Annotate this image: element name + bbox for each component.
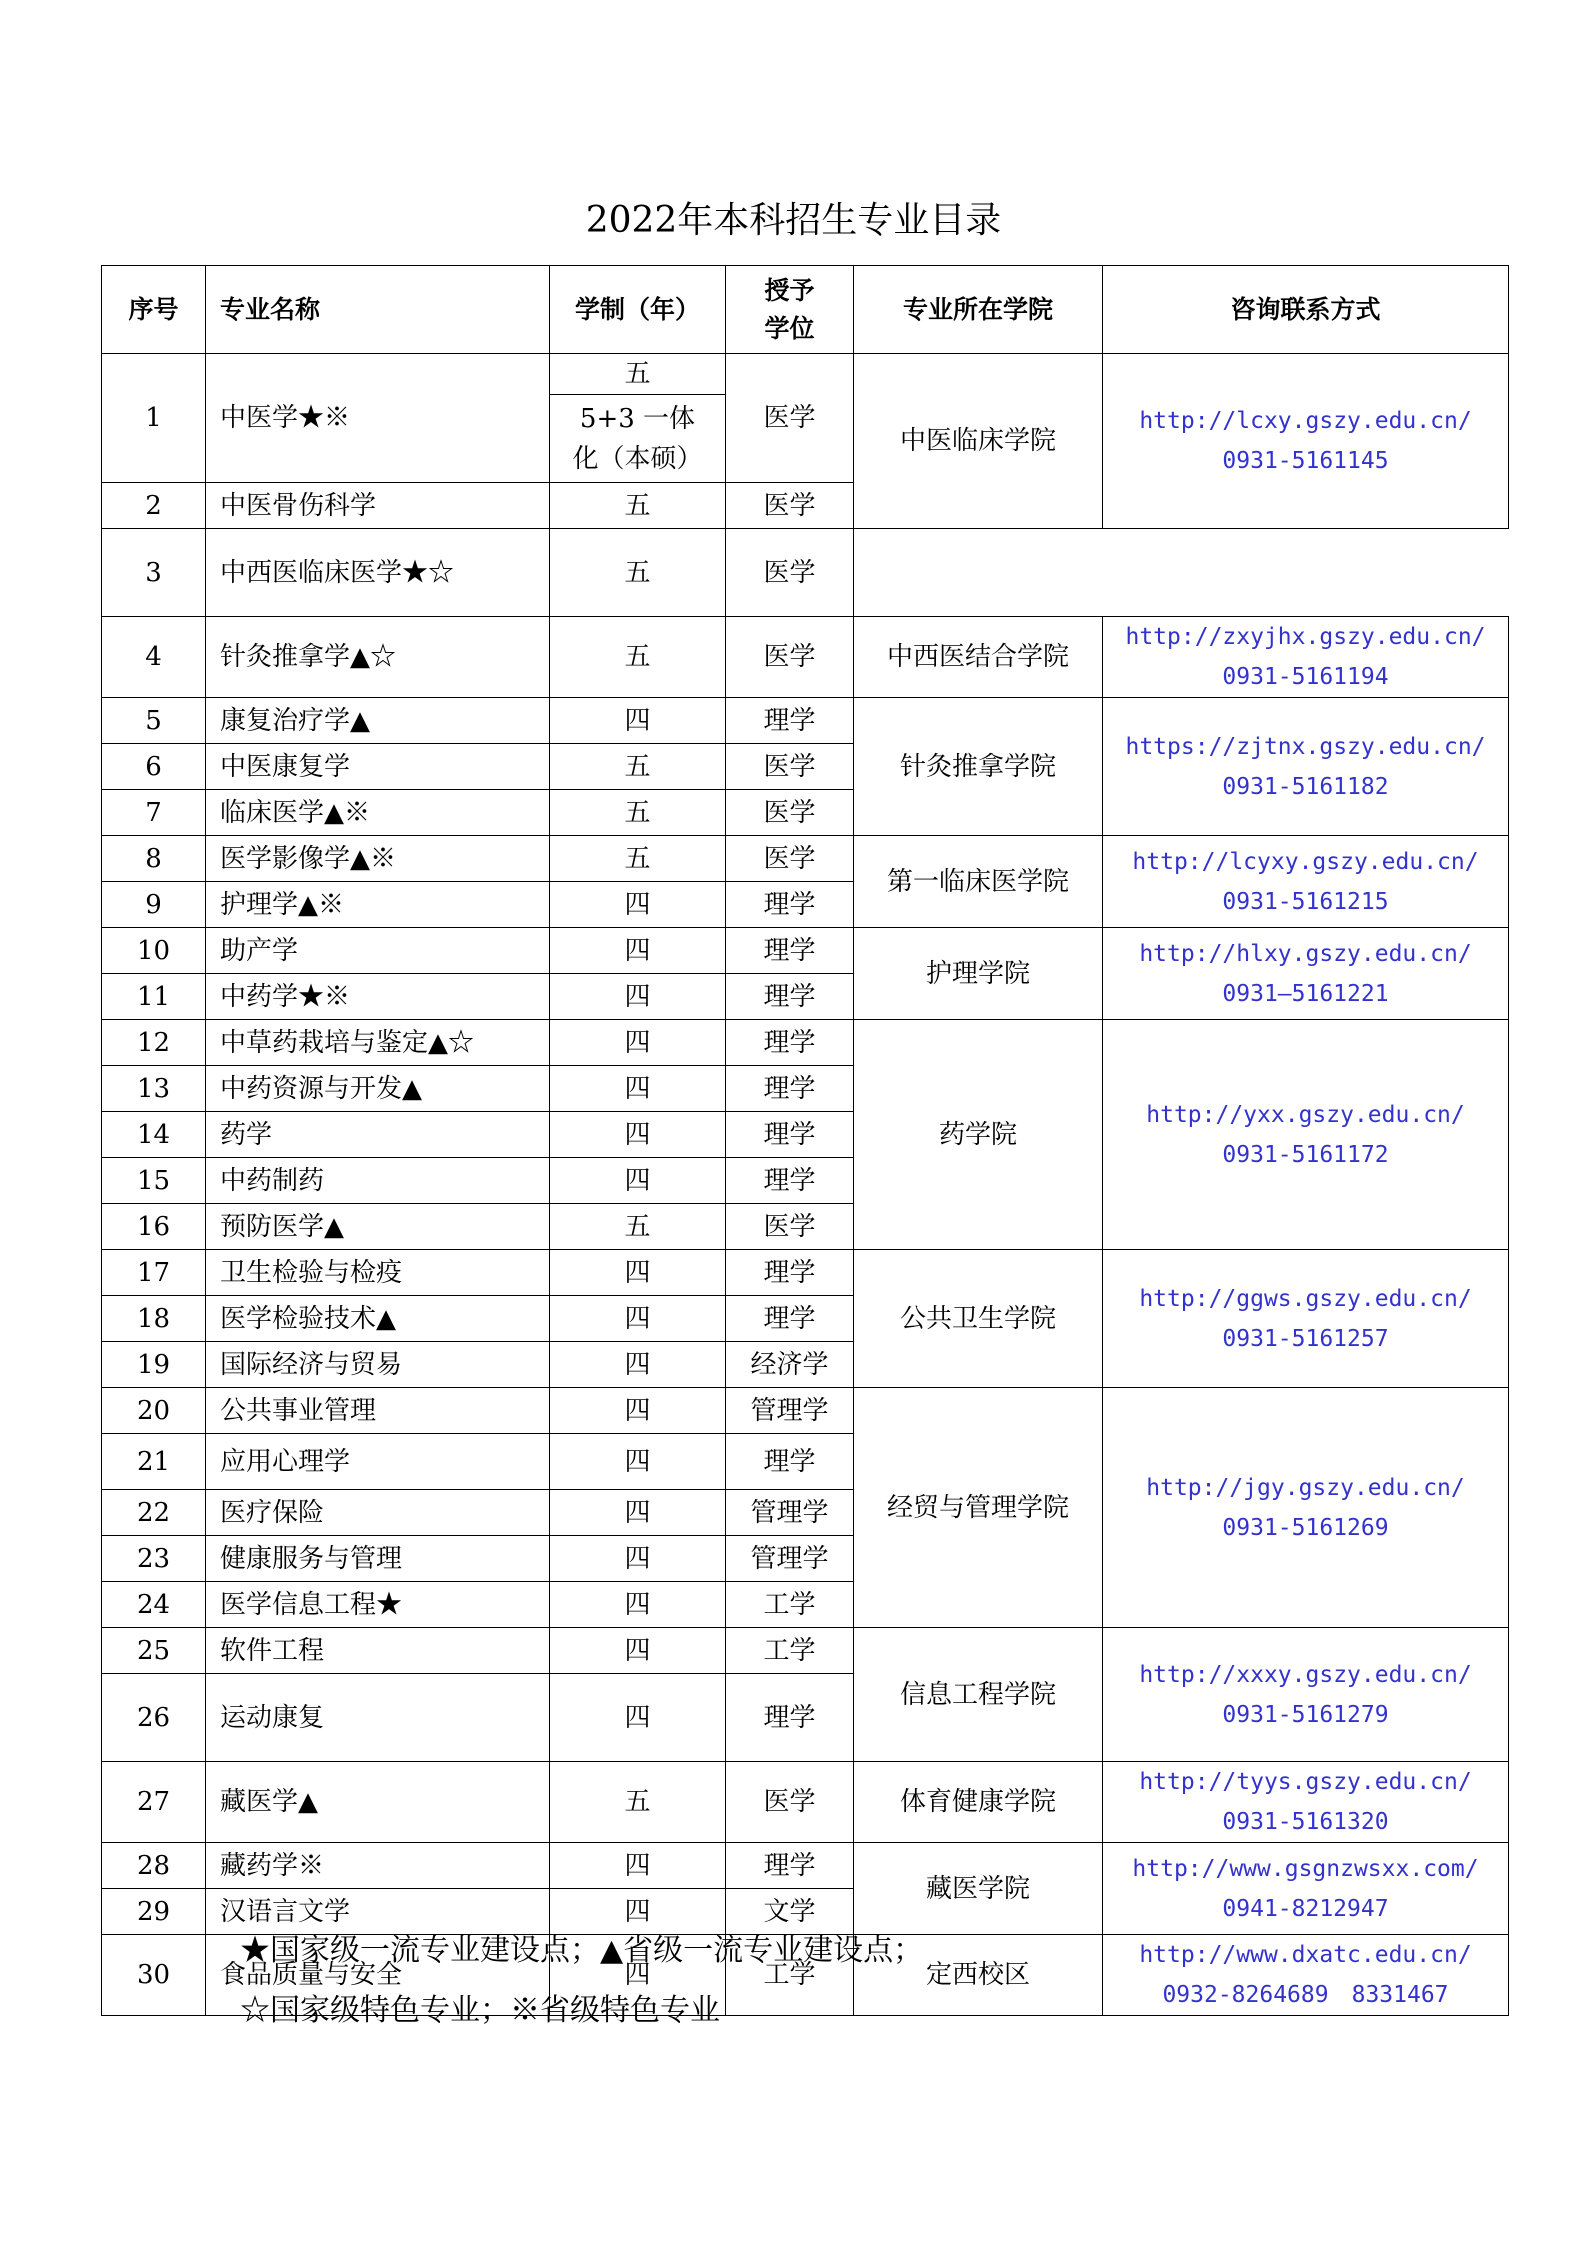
table-row (102, 1388, 1509, 1434)
row-degree: 理学 (726, 974, 854, 1020)
row-no: 27 (102, 1762, 206, 1843)
row-years: 五 (550, 617, 726, 698)
row-no: 8 (102, 836, 206, 882)
college-contact (1103, 928, 1509, 1020)
row-no: 28 (102, 1843, 206, 1889)
college-url-link[interactable]: http://www.dxatc.edu.cn/ (1139, 1942, 1472, 1968)
row-name: 藏医学▲ (206, 1762, 550, 1843)
college-name: 第一临床医学院 (854, 836, 1103, 928)
row-name: 汉语言文学 (206, 1889, 550, 1935)
header-name: 专业名称 (206, 266, 550, 354)
row-name: 针灸推拿学▲☆ (206, 617, 550, 698)
row-name: 护理学▲※ (206, 882, 550, 928)
row-years: 四 (550, 882, 726, 928)
header-contact: 咨询联系方式 (1103, 266, 1509, 354)
row-no: 30 (102, 1935, 206, 2016)
college-phone: 0931-5161279 (1222, 1701, 1389, 1728)
row-name: 药学 (206, 1112, 550, 1158)
row-name: 中医康复学 (206, 744, 550, 790)
college-name: 公共卫生学院 (854, 1250, 1103, 1388)
row-no: 3 (102, 529, 206, 617)
row-no: 7 (102, 790, 206, 836)
row-name: 中医骨伤科学 (206, 483, 550, 529)
college-phone: 0941-8212947 (1222, 1895, 1389, 1922)
college-url-link[interactable]: http://yxx.gszy.edu.cn/ (1146, 1101, 1465, 1128)
row-degree: 经济学 (726, 1342, 854, 1388)
row-name: 公共事业管理 (206, 1388, 550, 1434)
row-name: 医学信息工程★ (206, 1582, 550, 1628)
header-no: 序号 (102, 266, 206, 354)
row-no: 14 (102, 1112, 206, 1158)
row-degree: 管理学 (726, 1536, 854, 1582)
row-name: 中西医临床医学★☆ (206, 529, 550, 617)
college-url-link[interactable]: http://xxxy.gszy.edu.cn/ (1139, 1661, 1472, 1688)
row-degree: 文学 (726, 1889, 854, 1935)
header-years: 学制（年） (550, 266, 726, 354)
row-degree: 医学 (726, 744, 854, 790)
college-name: 中西医结合学院 (854, 617, 1103, 698)
row-no: 15 (102, 1158, 206, 1204)
college-name: 藏医学院 (854, 1843, 1103, 1935)
college-name: 药学院 (854, 1020, 1103, 1250)
row-degree: 医学 (726, 836, 854, 882)
table-row (102, 836, 1509, 882)
row-degree: 医学 (726, 483, 854, 529)
major-catalog-table (101, 265, 1509, 2016)
row-degree: 理学 (726, 928, 854, 974)
row-years: 五 (550, 836, 726, 882)
row-degree: 理学 (726, 1066, 854, 1112)
row-years: 四 (550, 1490, 726, 1536)
row-years: 四 (550, 974, 726, 1020)
college-contact (1103, 1843, 1509, 1935)
college-name: 体育健康学院 (854, 1762, 1103, 1843)
college-contact (1103, 1388, 1509, 1628)
row-no: 21 (102, 1434, 206, 1490)
table-row (102, 617, 1509, 698)
college-contact (1103, 617, 1509, 698)
row-years: 四 (550, 1342, 726, 1388)
row-years: 四 (550, 1158, 726, 1204)
row-no: 22 (102, 1490, 206, 1536)
college-phone: 0932-8264689 8331467 (1162, 1982, 1449, 2008)
college-phone: 0931-5161269 (1222, 1514, 1389, 1541)
table-row (102, 698, 1509, 744)
row-degree: 理学 (726, 698, 854, 744)
row-name: 软件工程 (206, 1628, 550, 1674)
college-contact (1103, 354, 1509, 529)
row-no: 20 (102, 1388, 206, 1434)
college-phone: 0931-5161172 (1222, 1141, 1389, 1168)
college-phone: 0931-5161145 (1222, 448, 1389, 474)
row-no: 12 (102, 1020, 206, 1066)
legend-note-2: ☆国家级特色专业；※省级特色专业 (240, 1993, 720, 2028)
row-years: 四 (550, 1388, 726, 1434)
college-contact (1103, 1250, 1509, 1388)
college-name: 定西校区 (854, 1935, 1103, 2016)
row-degree: 医学 (726, 1762, 854, 1843)
college-name: 针灸推拿学院 (854, 698, 1103, 836)
row-no: 29 (102, 1889, 206, 1935)
row-degree: 理学 (726, 1843, 854, 1889)
table-header-row (102, 266, 1509, 354)
row-no: 24 (102, 1582, 206, 1628)
row-degree: 理学 (726, 1674, 854, 1762)
row-no: 2 (102, 483, 206, 529)
table-row (102, 1250, 1509, 1296)
header-degree-text: 授予学位 (764, 275, 815, 343)
row-name: 国际经济与贸易 (206, 1342, 550, 1388)
row-no: 4 (102, 617, 206, 698)
row-name: 康复治疗学▲ (206, 698, 550, 744)
row-name: 运动康复 (206, 1674, 550, 1762)
row-name: 中医学★※ (206, 354, 550, 483)
row-years: 五 (550, 483, 726, 529)
row-name: 预防医学▲ (206, 1204, 550, 1250)
row-degree: 理学 (726, 1434, 854, 1490)
page-title: 2022年本科招生专业目录 (585, 200, 1002, 241)
row-name: 中药学★※ (206, 974, 550, 1020)
table-row (102, 1762, 1509, 1843)
row-degree: 理学 (726, 1112, 854, 1158)
row-no: 1 (102, 354, 206, 483)
college-contact (1103, 1762, 1509, 1843)
college-contact (1103, 1628, 1509, 1762)
college-contact (1103, 836, 1509, 928)
college-url-link[interactable]: http://ggws.gszy.edu.cn/ (1139, 1285, 1472, 1312)
row-degree: 理学 (726, 1250, 854, 1296)
row-years: 四 (550, 1066, 726, 1112)
college-name: 信息工程学院 (854, 1628, 1103, 1762)
college-name: 中医临床学院 (854, 354, 1103, 529)
college-name: 经贸与管理学院 (854, 1388, 1103, 1628)
college-contact (1103, 1935, 1509, 2016)
row-degree: 管理学 (726, 1490, 854, 1536)
row-no: 16 (102, 1204, 206, 1250)
row-years: 四 (550, 1250, 726, 1296)
college-phone: 0931-5161182 (1222, 773, 1389, 800)
college-url-link[interactable]: http://hlxy.gszy.edu.cn/ (1139, 940, 1472, 967)
row-name: 卫生检验与检疫 (206, 1250, 550, 1296)
table-row (102, 1628, 1509, 1674)
row-name: 中药制药 (206, 1158, 550, 1204)
college-phone: 0931-5161257 (1222, 1325, 1389, 1352)
row-years: 四 (550, 1843, 726, 1889)
row-name: 助产学 (206, 928, 550, 974)
college-phone: 0931—5161221 (1222, 980, 1389, 1007)
row-name: 藏药学※ (206, 1843, 550, 1889)
row-years: 五 (550, 790, 726, 836)
row-name: 临床医学▲※ (206, 790, 550, 836)
row-no: 19 (102, 1342, 206, 1388)
row-years: 五 (550, 529, 726, 617)
row-years: 四 (550, 1020, 726, 1066)
row-name: 应用心理学 (206, 1434, 550, 1490)
row-years: 五 (550, 354, 726, 395)
table-row (102, 1020, 1509, 1066)
row-degree: 工学 (726, 1582, 854, 1628)
row-name: 中药资源与开发▲ (206, 1066, 550, 1112)
row-years: 四 (550, 1889, 726, 1935)
row-name: 医学检验技术▲ (206, 1296, 550, 1342)
row-no: 10 (102, 928, 206, 974)
row-no: 18 (102, 1296, 206, 1342)
row-years: 四 (550, 928, 726, 974)
row-name: 中草药栽培与鉴定▲☆ (206, 1020, 550, 1066)
row-no: 5 (102, 698, 206, 744)
row-degree: 工学 (726, 1628, 854, 1674)
row-no: 23 (102, 1536, 206, 1582)
row-no: 17 (102, 1250, 206, 1296)
row-degree: 理学 (726, 1020, 854, 1066)
college-contact (1103, 1020, 1509, 1250)
college-url-link[interactable]: http://tyys.gszy.edu.cn/ (1139, 1769, 1472, 1795)
college-phone: 0931-5161320 (1222, 1809, 1389, 1835)
row-years: 四 (550, 698, 726, 744)
college-phone: 0931-5161194 (1222, 664, 1389, 690)
row-years: 四 (550, 1296, 726, 1342)
row-degree: 医学 (726, 529, 854, 617)
row-years: 5+3 一体化（本硕） (550, 395, 726, 483)
row-years: 五 (550, 1204, 726, 1250)
row-no: 13 (102, 1066, 206, 1112)
row-degree: 理学 (726, 1296, 854, 1342)
row-years: 四 (550, 1582, 726, 1628)
row-years: 四 (550, 1935, 726, 2016)
row-no: 26 (102, 1674, 206, 1762)
college-url-link[interactable]: http://jgy.gszy.edu.cn/ (1146, 1474, 1465, 1501)
row-name: 医学影像学▲※ (206, 836, 550, 882)
row-years: 四 (550, 1536, 726, 1582)
row-degree: 理学 (726, 1158, 854, 1204)
row-no: 11 (102, 974, 206, 1020)
row-name: 医疗保险 (206, 1490, 550, 1536)
college-url-link[interactable]: https://zjtnx.gszy.edu.cn/ (1125, 733, 1486, 760)
table-row (102, 354, 1509, 395)
row-years: 四 (550, 1112, 726, 1158)
row-name: 食品质量与安全 (206, 1935, 550, 2016)
row-years: 四 (550, 1628, 726, 1674)
row-degree: 医学 (726, 617, 854, 698)
row-no: 6 (102, 744, 206, 790)
header-degree (726, 266, 854, 354)
college-name: 护理学院 (854, 928, 1103, 1020)
row-no: 25 (102, 1628, 206, 1674)
college-url-link[interactable]: http://lcyxy.gszy.edu.cn/ (1132, 848, 1479, 875)
table-row (102, 529, 1509, 617)
row-name: 健康服务与管理 (206, 1536, 550, 1582)
row-years: 四 (550, 1674, 726, 1762)
row-years: 四 (550, 1434, 726, 1490)
row-no: 9 (102, 882, 206, 928)
row-degree: 管理学 (726, 1388, 854, 1434)
row-degree: 工学 (726, 1935, 854, 2016)
table-row (102, 1843, 1509, 1889)
college-phone: 0931-5161215 (1222, 888, 1389, 915)
college-url-link[interactable]: http://zxyjhx.gszy.edu.cn/ (1125, 624, 1486, 650)
college-url-link[interactable]: http://lcxy.gszy.edu.cn/ (1139, 408, 1472, 434)
table-row (102, 928, 1509, 974)
college-contact (1103, 698, 1509, 836)
row-years: 五 (550, 1762, 726, 1843)
row-degree: 理学 (726, 882, 854, 928)
college-url-link[interactable]: http://www.gsgnzwsxx.com/ (1132, 1855, 1479, 1882)
legend-note-1: ★国家级一流专业建设点；▲省级一流专业建设点； (240, 1933, 924, 1968)
row-degree: 医学 (726, 354, 854, 483)
row-degree: 医学 (726, 1204, 854, 1250)
row-degree: 医学 (726, 790, 854, 836)
row-years: 五 (550, 744, 726, 790)
header-college: 专业所在学院 (854, 266, 1103, 354)
